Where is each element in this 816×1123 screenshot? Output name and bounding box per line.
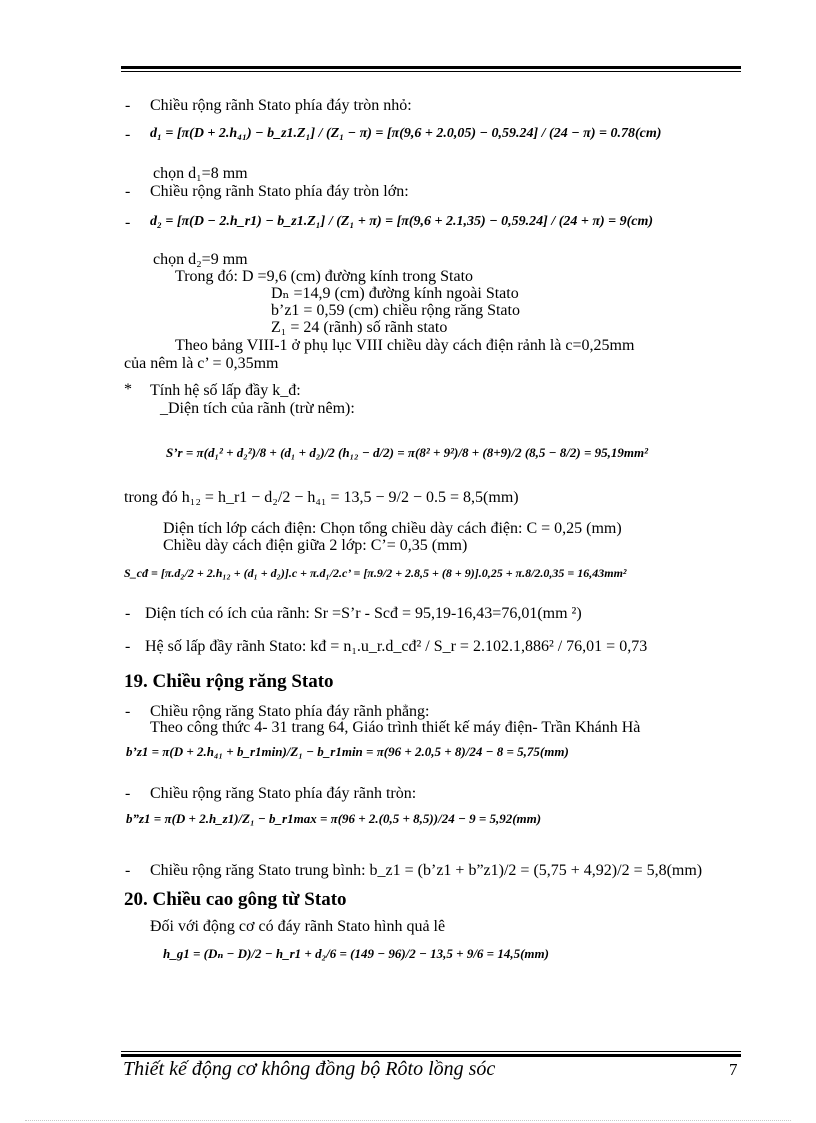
text-line: chọn d₁=8 mm bbox=[153, 165, 248, 182]
bullet-dash: - bbox=[125, 214, 131, 231]
formula-insulation-area: S_cđ = [π.d₂/2 + 2.h₁₂ + (d₁ + d₂)].c + π.d₁/2.c’ = [π.9/2 + 2.8,5 + (8 + 9)].0,25 + π.8/2.0,35 = 16,43mm² bbox=[124, 566, 627, 580]
header-rule-thin bbox=[121, 71, 741, 72]
footer-rule-thick bbox=[121, 1054, 741, 1057]
section-heading-20: 20. Chiều cao gông từ Stato bbox=[124, 889, 347, 910]
text-line: Tính hệ số lấp đầy k_đ: bbox=[150, 382, 301, 399]
bullet-dash: - bbox=[125, 183, 131, 200]
text-line: Chiều rộng rãnh Stato phía đáy tròn lớn: bbox=[150, 183, 409, 200]
text-line: Trong đó: D =9,6 (cm) đường kính trong Stato bbox=[175, 268, 474, 285]
formula-fill-factor: Hệ số lấp đầy rãnh Stato: kđ = n₁.u_r.d_cđ² / S_r = 2.102.1,886² / 76,01 = 0,73 bbox=[145, 638, 648, 655]
formula-d2: d₂ = [π(D − 2.h_r1) − b_z1.Z₁] / (Z₁ + π) = [π(9,6 + 2.1,35) − 0,59.24] / (24 + π) = 9(cm) bbox=[150, 214, 654, 229]
formula-d1: d₁ = [π(D + 2.h₄₁) − b_z1.Z₁] / (Z₁ − π) = [π(9,6 + 2.0,05) − 0,59.24] / (24 − π) = 0.78(cm) bbox=[150, 126, 662, 141]
footer-title: Thiết kế động cơ không đồng bộ Rôto lồng sóc bbox=[123, 1058, 496, 1080]
header-rule-thick bbox=[121, 66, 741, 69]
text-line: Theo công thức 4- 31 trang 64, Giáo trình thiết kế máy điện- Trần Khánh Hà bbox=[150, 719, 641, 736]
bullet-dash: - bbox=[125, 605, 131, 622]
page-number: 7 bbox=[729, 1060, 738, 1079]
bullet-dash: - bbox=[125, 97, 131, 114]
text-line: b’z1 = 0,59 (cm) chiều rộng răng Stato bbox=[271, 302, 520, 319]
text-line: Dₙ =14,9 (cm) đường kính ngoài Stato bbox=[271, 285, 519, 302]
text-line: Chiều rộng răng Stato phía đáy rãnh phẳng: bbox=[150, 703, 430, 720]
bullet-dash: - bbox=[125, 703, 131, 720]
section-heading-19: 19. Chiều rộng răng Stato bbox=[124, 671, 334, 692]
text-line: Chiều dày cách điện giữa 2 lớp: C’= 0,35 (mm) bbox=[163, 537, 468, 554]
bullet-dash: - bbox=[125, 126, 131, 143]
bullet-dash: - bbox=[125, 785, 131, 802]
text-line: của nêm là c’ = 0,35mm bbox=[124, 355, 279, 372]
text-line: Diện tích lớp cách điện: Chọn tổng chiều dày cách điện: C = 0,25 (mm) bbox=[163, 520, 622, 537]
bullet-dash: - bbox=[125, 638, 131, 655]
bullet-star: * bbox=[124, 381, 132, 398]
formula-bz1-flat: b’z1 = π(D + 2.h₄₁ + b_r1min)/Z₁ − b_r1min = π(96 + 2.0,5 + 8)/24 − 8 = 5,75(mm) bbox=[126, 744, 569, 759]
text-line: Theo bảng VIII-1 ở phụ lục VIII chiều dày cách điện rảnh là c=0,25mm bbox=[175, 337, 635, 354]
text-line: Chiều rộng răng Stato phía đáy rãnh tròn: bbox=[150, 785, 417, 802]
text-line: Z₁ = 24 (rãnh) số rãnh stato bbox=[271, 319, 448, 336]
formula-bz1-round: b”z1 = π(D + 2.h_z1)/Z₁ − b_r1max = π(96 + 2.(0,5 + 8,5))/24 − 9 = 5,92(mm) bbox=[126, 811, 542, 826]
bottom-dotted-border bbox=[25, 1120, 791, 1121]
formula-slot-area: S’r = π(d₁² + d₂²)/8 + (d₁ + d₂)/2 (h₁₂ − d/2) = π(8² + 9²)/8 + (8+9)/2 (8,5 − 8/2) = 95,19mm² bbox=[166, 445, 648, 460]
text-line: trong đó h₁₂ = h_r1 − d₂/2 − h₄₁ = 13,5 − 9/2 − 0.5 = 8,5(mm) bbox=[124, 489, 519, 506]
text-line: Chiều rộng rãnh Stato phía đáy tròn nhỏ: bbox=[150, 97, 412, 114]
footer-rule-thin bbox=[121, 1051, 741, 1052]
formula-bz1-average: Chiều rộng răng Stato trung bình: b_z1 = (b’z1 + b”z1)/2 = (5,75 + 4,92)/2 = 5,8(mm) bbox=[150, 862, 703, 879]
text-line: Đối với động cơ có đáy rãnh Stato hình quả lê bbox=[150, 918, 446, 935]
bullet-dash: - bbox=[125, 862, 131, 879]
text-line: Diện tích có ích của rãnh: Sr =S’r - Scđ = 95,19-16,43=76,01(mm ²) bbox=[145, 605, 582, 622]
formula-yoke-height: h_g1 = (Dₙ − D)/2 − h_r1 + d₂/6 = (149 − 96)/2 − 13,5 + 9/6 = 14,5(mm) bbox=[163, 946, 549, 961]
text-line: _Diện tích của rãnh (trừ nêm): bbox=[160, 400, 355, 417]
text-line: chọn d₂=9 mm bbox=[153, 251, 248, 268]
